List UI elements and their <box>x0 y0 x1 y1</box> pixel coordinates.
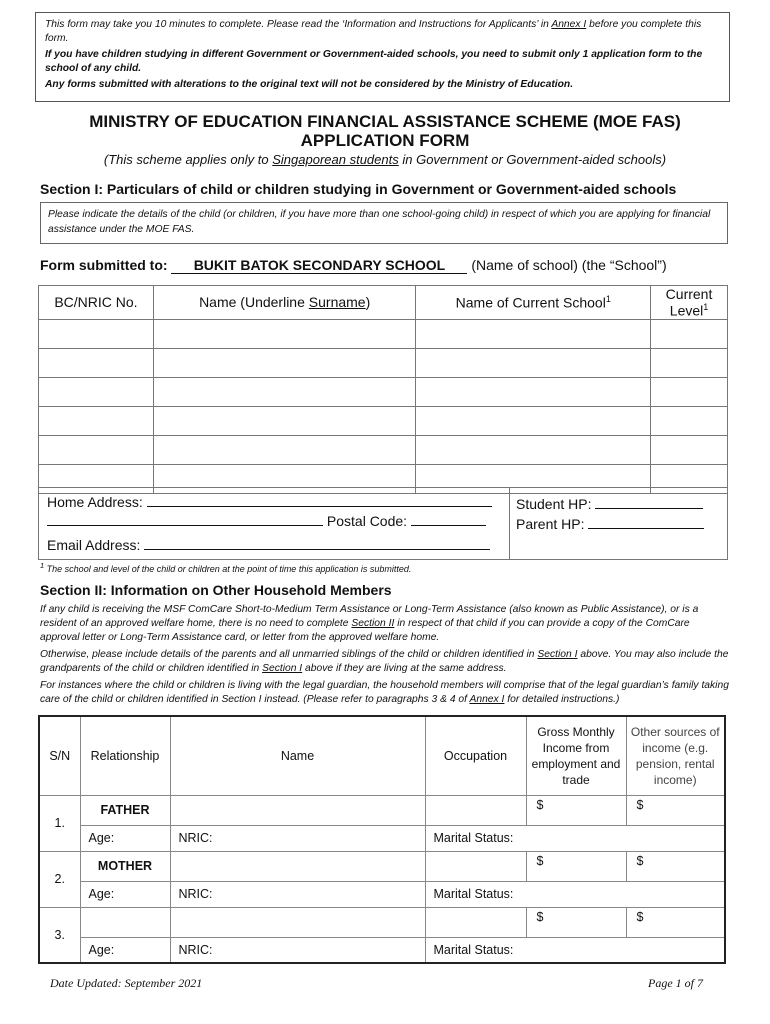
email-field[interactable] <box>144 536 490 550</box>
home-address-label: Home Address: <box>47 494 143 510</box>
notice-box <box>35 12 730 102</box>
col-school: Name of Current School$^1$ <box>416 286 651 320</box>
notice-line-3: Any forms submitted with alterations to the original text will not be considered by the Ministry of Education. <box>45 79 574 90</box>
marital-status-cell[interactable]: Marital Status: <box>425 881 725 907</box>
nric-cell[interactable]: NRIC: <box>170 881 425 907</box>
nric-cell[interactable]: NRIC: <box>170 825 425 851</box>
annex-link[interactable]: Annex I <box>551 19 587 30</box>
children-table <box>38 285 728 494</box>
level-cell[interactable] <box>651 377 728 406</box>
col-relationship: Relationship <box>80 716 170 795</box>
form-title: MINISTRY OF EDUCATION FINANCIAL ASSISTANCE SCHEME (MOE FAS) <box>89 112 681 131</box>
table-row <box>39 825 725 851</box>
col-name: Name (Underline Surname) <box>153 286 416 320</box>
occupation-cell[interactable] <box>425 851 526 881</box>
home-address-field-2[interactable] <box>47 512 323 526</box>
school-cell[interactable] <box>416 406 651 435</box>
occupation-cell[interactable] <box>425 795 526 825</box>
col-occupation: Occupation <box>425 716 526 795</box>
postal-code-label: Postal Code: <box>326 513 408 529</box>
notice-line-2: If you have children studying in different Government or Government-aided schools, you need to submit only 1 application form to the school of any child. <box>45 49 703 74</box>
parent-hp-field[interactable] <box>588 515 704 529</box>
nric-cell[interactable] <box>39 319 154 348</box>
email-label: Email Address: <box>47 537 141 553</box>
table-row <box>39 795 725 825</box>
col-other-income: Other sources of income (e.g. pension, rental income) <box>626 716 725 795</box>
student-hp-field[interactable] <box>595 495 703 509</box>
section-2-para-1: If any child is receiving the MSF ComCare Short-to-Medium Term Assistance or Long-Term Assistance (also known as Public Assistance), or is a resident of an approved welfare home, there is no need to complete Section II in respect of that child if you can provide a copy of the ComCare approval letter or Long-Term Assistance card, or letter from the approved welfare home. <box>40 604 699 643</box>
table-row <box>39 937 725 963</box>
member-name-cell[interactable] <box>170 907 425 937</box>
table-row <box>39 319 728 348</box>
row-sn: 2. <box>39 851 80 907</box>
row-sn: 3. <box>39 907 80 963</box>
school-cell[interactable] <box>416 377 651 406</box>
col-member-name: Name <box>170 716 425 795</box>
member-name-cell[interactable] <box>170 795 425 825</box>
home-address-field[interactable] <box>147 493 492 507</box>
row-sn: 1. <box>39 795 80 851</box>
school-cell[interactable] <box>416 319 651 348</box>
table-row <box>39 435 728 464</box>
section-1-heading: Section I: Particulars of child or children studying in Government or Government-aided schools <box>40 181 677 197</box>
section-2-heading: Section II: Information on Other Household Members <box>40 582 392 598</box>
table-row <box>39 881 725 907</box>
col-level: Current Level$^1$ <box>651 286 728 320</box>
relationship-cell[interactable]: FATHER <box>80 795 170 825</box>
household-table <box>38 715 726 964</box>
children-table-header <box>39 286 728 320</box>
form-subtitle: (This scheme applies only to Singaporean students in Government or Government-aided schools) <box>103 152 667 167</box>
school-cell[interactable] <box>416 348 651 377</box>
footer-date: Date Updated: September 2021 <box>50 976 203 990</box>
section-2-para-3: For instances where the child or children is living with the legal guardian, the household members will comprise that of the legal guardian’s family taking care of the child or children identified in Section I instead. (Please refer to paragraphs 3 & 4 of Annex I for detailed instructions.) <box>40 680 729 705</box>
household-table-header <box>39 716 725 795</box>
name-cell[interactable] <box>153 319 416 348</box>
form-submitted-label: Form submitted to: <box>40 257 168 273</box>
level-cell[interactable] <box>651 435 728 464</box>
school-cell[interactable] <box>416 435 651 464</box>
name-cell[interactable] <box>153 377 416 406</box>
relationship-cell[interactable] <box>80 907 170 937</box>
footer-page: Page 1 of 7 <box>648 976 703 990</box>
marital-status-cell[interactable]: Marital Status: <box>425 937 725 963</box>
age-cell[interactable]: Age: <box>80 825 170 851</box>
school-name-field[interactable]: BUKIT BATOK SECONDARY SCHOOL <box>171 257 467 274</box>
relationship-cell[interactable]: MOTHER <box>80 851 170 881</box>
nric-cell[interactable]: NRIC: <box>170 937 425 963</box>
other-income-cell[interactable]: $ <box>626 907 725 937</box>
school-suffix: (Name of school) (the “School”) <box>471 257 667 273</box>
col-nric: BC/NRIC No. <box>39 286 154 320</box>
name-cell[interactable] <box>153 435 416 464</box>
parent-hp-label: Parent HP: <box>516 516 585 532</box>
other-income-cell[interactable]: $ <box>626 851 725 881</box>
student-hp-label: Student HP: <box>516 496 592 512</box>
nric-cell[interactable] <box>39 348 154 377</box>
member-name-cell[interactable] <box>170 851 425 881</box>
level-cell[interactable] <box>651 348 728 377</box>
postal-code-field[interactable] <box>411 512 486 526</box>
occupation-cell[interactable] <box>425 907 526 937</box>
age-cell[interactable]: Age: <box>80 881 170 907</box>
contact-box <box>38 487 728 560</box>
name-cell[interactable] <box>153 406 416 435</box>
gross-income-cell[interactable]: $ <box>526 907 626 937</box>
table-row <box>39 377 728 406</box>
level-cell[interactable] <box>651 319 728 348</box>
table-row <box>39 348 728 377</box>
col-gross-income: Gross Monthly Income from employment and trade <box>526 716 626 795</box>
table-row <box>39 406 728 435</box>
name-cell[interactable] <box>153 348 416 377</box>
section-1-instruction: Please indicate the details of the child (or children, if you have more than one school-going child) in respect of which you are applying for financial assistance under the MOE FAS. <box>40 202 728 244</box>
form-submitted-to <box>40 257 667 274</box>
marital-status-cell[interactable]: Marital Status: <box>425 825 725 851</box>
notice-line-1: This form may take you 10 minutes to complete. Please read the ‘Information and Instructions for Applicants’ in Annex I before you complete this form. <box>45 19 702 44</box>
nric-cell[interactable] <box>39 406 154 435</box>
form-title-line-2: APPLICATION FORM <box>300 131 470 150</box>
nric-cell[interactable] <box>39 377 154 406</box>
other-income-cell[interactable]: $ <box>626 795 725 825</box>
table-row <box>39 907 725 937</box>
footnote: $^1$ The school and level of the child or children at the point of time this application is submitted. <box>40 561 412 574</box>
level-cell[interactable] <box>651 406 728 435</box>
gross-income-cell[interactable]: $ <box>526 795 626 825</box>
table-row <box>39 851 725 881</box>
col-sn: S/N <box>39 716 80 795</box>
age-cell[interactable]: Age: <box>80 937 170 963</box>
section-2-para-2: Otherwise, please include details of the parents and all unmarried siblings of the child or children identified in Section I above. You may also include the grandparents of the child or children identified in Section I above if they are living at the same address. <box>40 649 729 674</box>
nric-cell[interactable] <box>39 435 154 464</box>
gross-income-cell[interactable]: $ <box>526 851 626 881</box>
